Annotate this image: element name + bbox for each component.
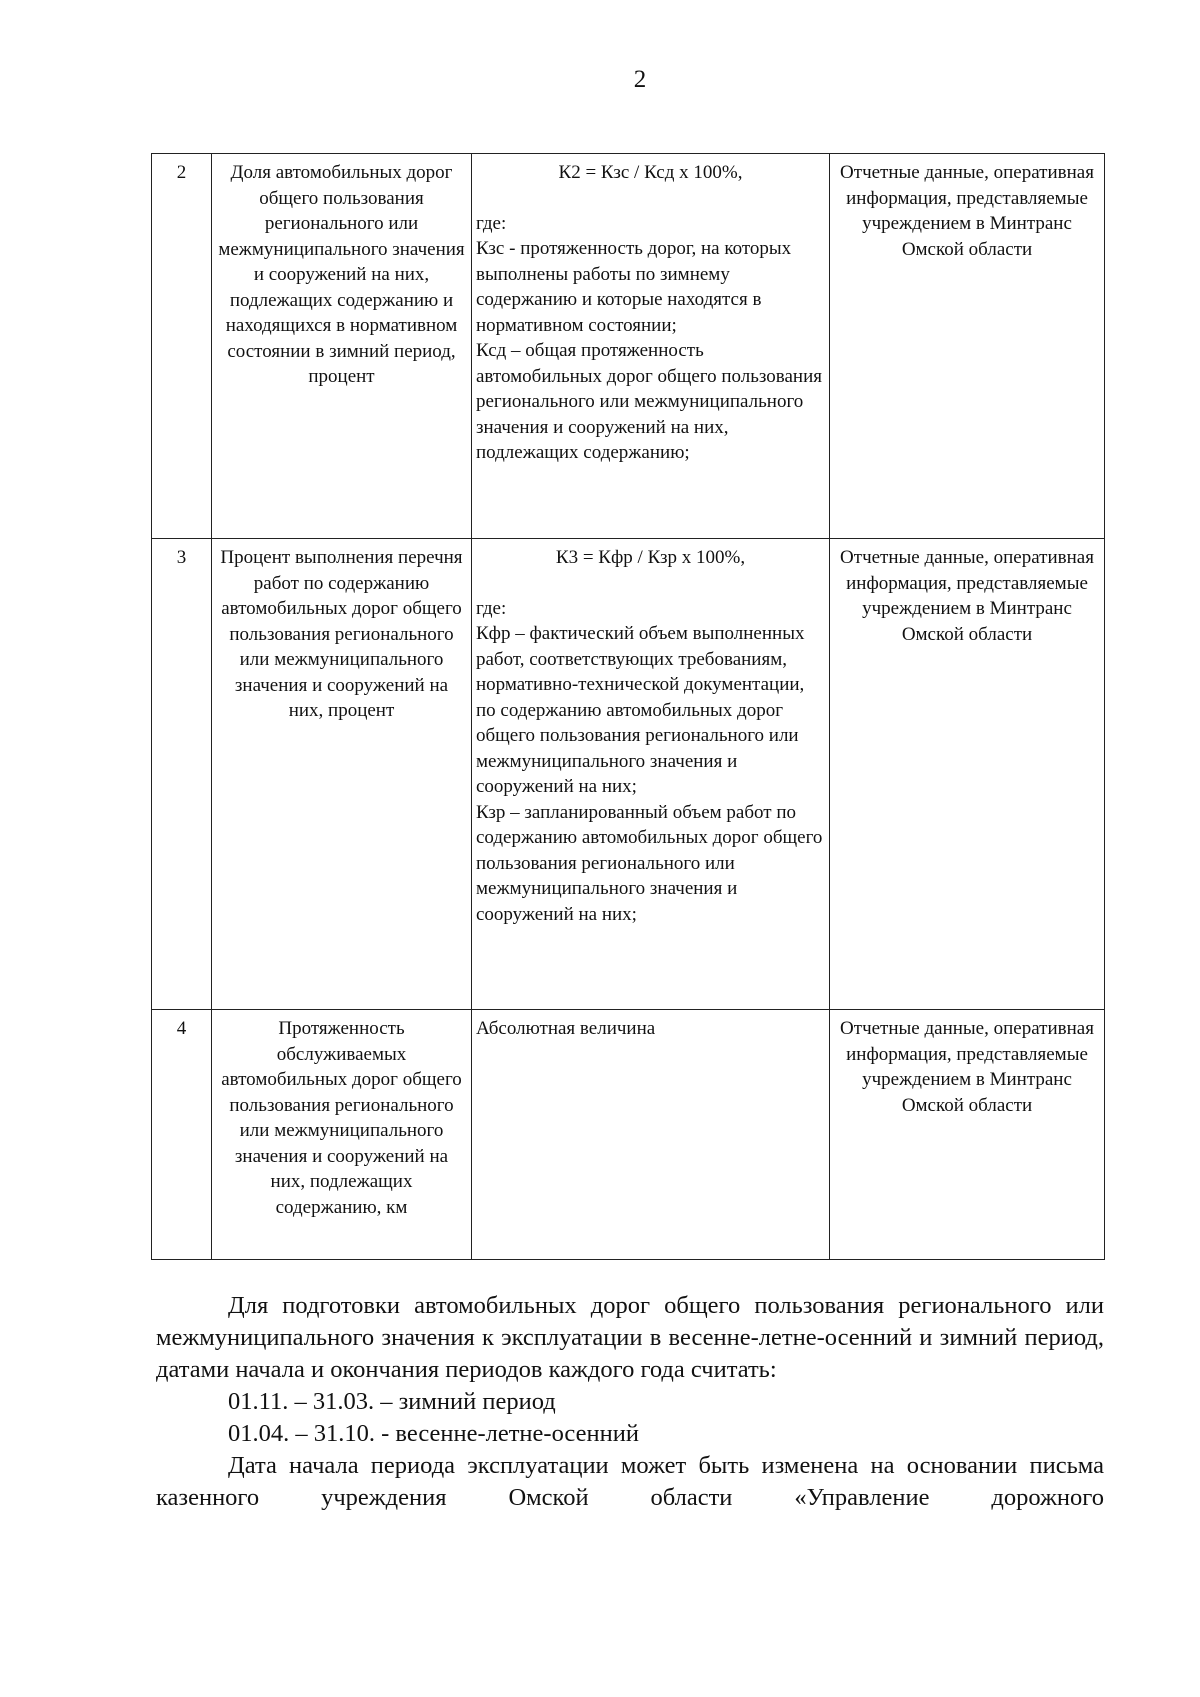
page-number: 2 — [633, 66, 647, 93]
definition: Кзр – запланированный объем работ по содержанию автомобильных дорог общего пользования регионального или межмуниципального значения и сооружений на них; — [476, 801, 823, 925]
formula-cell — [472, 1010, 830, 1260]
paragraph-date-change: Дата начала периода эксплуатации может быть изменена на основании письма казенного учреждения Омской области «Управление дорожного — [156, 1452, 1104, 1511]
formula: К3 = Кфр / Кзр х 100%, — [555, 547, 746, 568]
winter-period-line: 01.11. – 31.03. – зимний период — [228, 1388, 556, 1415]
formula-cell — [472, 154, 830, 539]
definition: Кзс - протяженность дорог, на которых выполнены работы по зимнему содержанию и которые находятся в нормативном состоянии; — [476, 238, 792, 336]
summer-period-line: 01.04. – 31.10. - весенне-летне-осенний — [228, 1420, 639, 1447]
formula: Абсолютная величина — [476, 1018, 656, 1039]
indicator-name: Доля автомобильных дорог общего пользования регионального или межмуниципального значения и сооружений на них, подлежащих содержанию и находящихся в нормативном состоянии в зимний период, процент — [212, 154, 472, 539]
definition: Ксд – общая протяженность автомобильных дорог общего пользования регионального или межмуниципального значения и сооружений на них, подлежащих содержанию; — [476, 340, 823, 463]
table-row — [152, 154, 1105, 539]
where-label: где: — [476, 597, 507, 619]
indicator-name: Процент выполнения перечня работ по содержанию автомобильных дорог общего пользования регионального или межмуниципального значения и сооружений на них, процент — [212, 539, 472, 1010]
row-number: 4 — [152, 1010, 212, 1260]
body-text — [156, 1290, 1104, 1514]
row-number: 2 — [152, 154, 212, 539]
data-source: Отчетные данные, оперативная информация, представляемые учреждением в Минтранс Омской области — [830, 539, 1105, 1010]
where-label: где: — [476, 212, 507, 234]
data-source: Отчетные данные, оперативная информация, представляемые учреждением в Минтранс Омской области — [830, 154, 1105, 539]
paragraph-periods: Для подготовки автомобильных дорог общего пользования регионального или межмуниципального значения к эксплуатации в весенне-летне-осенний и зимний период, датами начала и окончания периодов каждого года считать: — [156, 1292, 1104, 1383]
indicator-name: Протяженность обслуживаемых автомобильных дорог общего пользования регионального или межмуниципального значения и сооружений на них, подлежащих содержанию, км — [212, 1010, 472, 1260]
data-source: Отчетные данные, оперативная информация, представляемые учреждением в Минтранс Омской области — [830, 1010, 1105, 1260]
row-number: 3 — [152, 539, 212, 1010]
formula: К2 = Кзс / Ксд х 100%, — [558, 162, 743, 183]
definition: Кфр – фактический объем выполненных работ, соответствующих требованиям, нормативно-технической документации, по содержанию автомобильных дорог общего пользования регионального или межмуниципального значения и сооружений на них; — [476, 623, 805, 797]
criteria-table — [151, 153, 1105, 1260]
formula-cell — [472, 539, 830, 1010]
table-row — [152, 1010, 1105, 1260]
table-row — [152, 539, 1105, 1010]
